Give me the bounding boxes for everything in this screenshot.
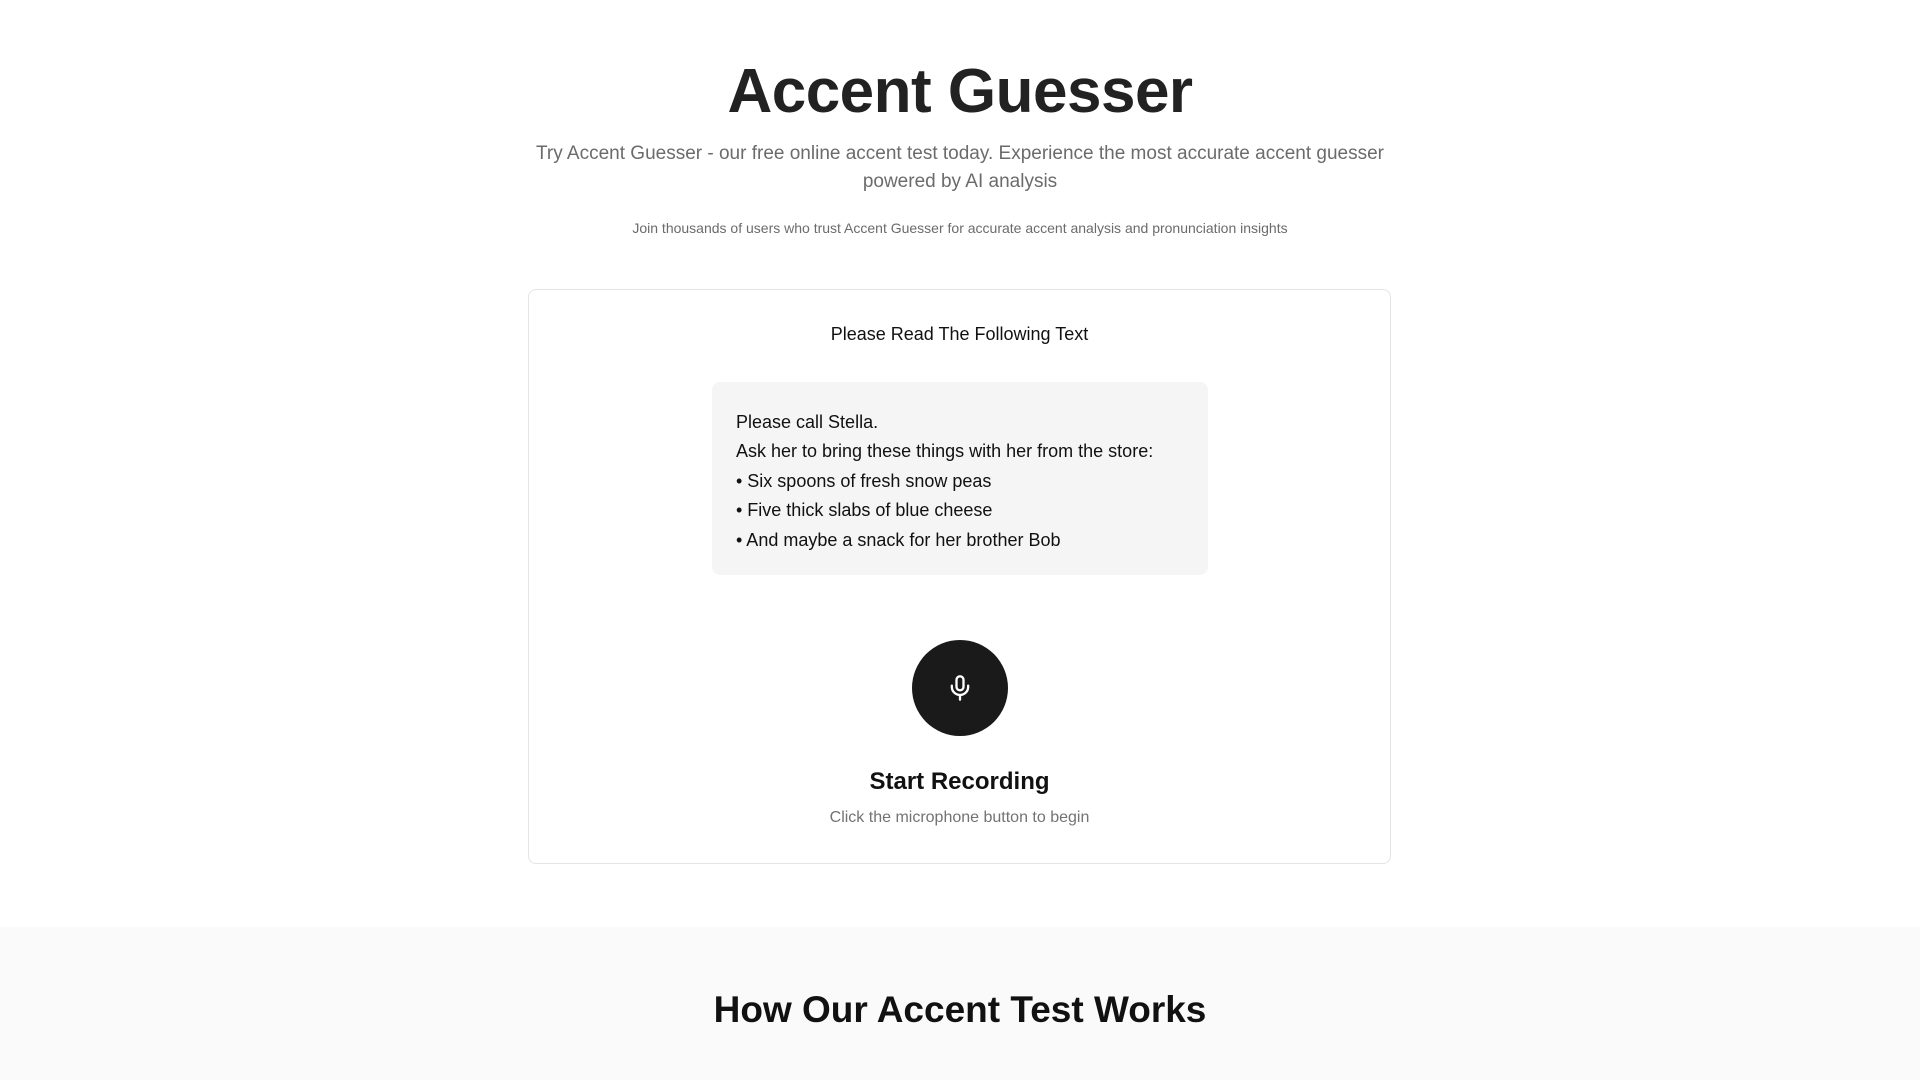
start-recording-label: Start Recording xyxy=(869,768,1050,795)
passage-line: • And maybe a snack for her brother Bob xyxy=(736,529,1061,550)
section-heading: How Our Accent Test Works xyxy=(713,989,1207,1030)
how-it-works-section xyxy=(0,927,1920,1080)
page-title: Accent Guesser xyxy=(727,57,1193,126)
passage-line: • Five thick slabs of blue cheese xyxy=(736,500,993,521)
reading-passage xyxy=(712,382,1208,575)
passage-line: Please call Stella. xyxy=(736,412,879,432)
join-text: Join thousands of users who trust Accent Guesser for accurate accent analysis and pronunciation insights xyxy=(632,220,1288,236)
subtitle: Try Accent Guesser - our free online accent test today. Experience the most accurate accent guesser powered by AI analysis xyxy=(535,143,1385,192)
microphone-button[interactable] xyxy=(912,640,1008,736)
passage-line: • Six spoons of fresh snow peas xyxy=(736,470,992,491)
recording-hint: Click the microphone button to begin xyxy=(829,809,1090,826)
passage-line: Ask her to bring these things with her from the store: xyxy=(736,441,1154,462)
card-heading: Please Read The Following Text xyxy=(830,324,1089,344)
microphone-icon xyxy=(946,674,974,702)
recording-card xyxy=(528,289,1391,864)
